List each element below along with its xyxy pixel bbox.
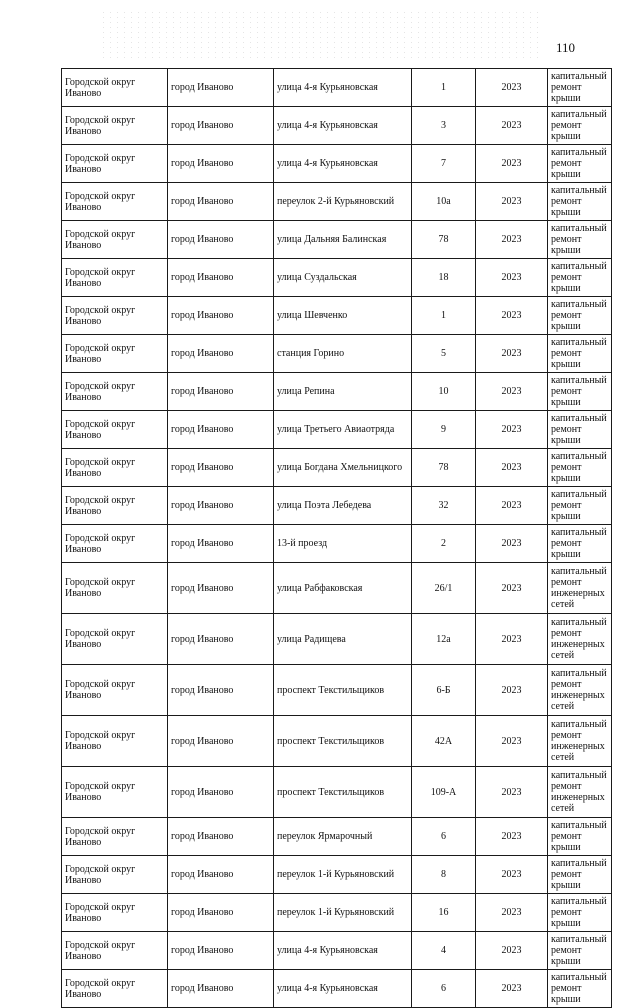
house-number-cell: 26/1 xyxy=(412,563,476,614)
work-type-cell: капитальный ремонт крыши xyxy=(548,145,612,183)
street-cell: переулок Ярмарочный xyxy=(274,818,412,856)
district-cell: Городской округ Иваново xyxy=(62,145,168,183)
district-cell: Городской округ Иваново xyxy=(62,767,168,818)
street-cell: улица Радищева xyxy=(274,614,412,665)
table-row xyxy=(62,614,612,665)
year-cell: 2023 xyxy=(476,69,548,107)
table-row xyxy=(62,449,612,487)
table-body xyxy=(62,69,612,1008)
work-type-cell: капитальный ремонт инженерных сетей xyxy=(548,665,612,716)
district-cell: Городской округ Иваново xyxy=(62,818,168,856)
work-type-cell: капитальный ремонт крыши xyxy=(548,487,612,525)
table-row xyxy=(62,183,612,221)
year-cell: 2023 xyxy=(476,259,548,297)
year-cell: 2023 xyxy=(476,614,548,665)
table-row xyxy=(62,665,612,716)
house-number-cell: 42А xyxy=(412,716,476,767)
city-cell: город Иваново xyxy=(168,449,274,487)
year-cell: 2023 xyxy=(476,335,548,373)
year-cell: 2023 xyxy=(476,373,548,411)
street-cell: улица Третьего Авиаотряда xyxy=(274,411,412,449)
city-cell: город Иваново xyxy=(168,563,274,614)
table-row xyxy=(62,221,612,259)
work-type-cell: капитальный ремонт крыши xyxy=(548,970,612,1008)
street-cell: улица Богдана Хмельницкого xyxy=(274,449,412,487)
house-number-cell: 12а xyxy=(412,614,476,665)
district-cell: Городской округ Иваново xyxy=(62,449,168,487)
district-cell: Городской округ Иваново xyxy=(62,259,168,297)
city-cell: город Иваново xyxy=(168,411,274,449)
city-cell: город Иваново xyxy=(168,335,274,373)
table-row xyxy=(62,297,612,335)
street-cell: улица Шевченко xyxy=(274,297,412,335)
work-type-cell: капитальный ремонт инженерных сетей xyxy=(548,563,612,614)
house-number-cell: 1 xyxy=(412,297,476,335)
table-row xyxy=(62,716,612,767)
house-number-cell: 2 xyxy=(412,525,476,563)
city-cell: город Иваново xyxy=(168,525,274,563)
street-cell: переулок 2-й Курьяновский xyxy=(274,183,412,221)
work-type-cell: капитальный ремонт крыши xyxy=(548,221,612,259)
street-cell: улица 4-я Курьяновская xyxy=(274,69,412,107)
street-cell: переулок 1-й Курьяновский xyxy=(274,856,412,894)
work-type-cell: капитальный ремонт крыши xyxy=(548,373,612,411)
work-type-cell: капитальный ремонт крыши xyxy=(548,856,612,894)
house-number-cell: 6-Б xyxy=(412,665,476,716)
district-cell: Городской округ Иваново xyxy=(62,970,168,1008)
year-cell: 2023 xyxy=(476,767,548,818)
city-cell: город Иваново xyxy=(168,970,274,1008)
district-cell: Городской округ Иваново xyxy=(62,614,168,665)
house-number-cell: 6 xyxy=(412,818,476,856)
table-row xyxy=(62,525,612,563)
city-cell: город Иваново xyxy=(168,373,274,411)
table-row xyxy=(62,373,612,411)
district-cell: Городской округ Иваново xyxy=(62,335,168,373)
house-number-cell: 4 xyxy=(412,932,476,970)
district-cell: Городской округ Иваново xyxy=(62,665,168,716)
work-type-cell: капитальный ремонт инженерных сетей xyxy=(548,614,612,665)
year-cell: 2023 xyxy=(476,665,548,716)
street-cell: улица Рабфаковская xyxy=(274,563,412,614)
house-number-cell: 16 xyxy=(412,894,476,932)
city-cell: город Иваново xyxy=(168,259,274,297)
house-number-cell: 78 xyxy=(412,449,476,487)
work-type-cell: капитальный ремонт крыши xyxy=(548,411,612,449)
city-cell: город Иваново xyxy=(168,716,274,767)
year-cell: 2023 xyxy=(476,297,548,335)
work-type-cell: капитальный ремонт крыши xyxy=(548,259,612,297)
table-row xyxy=(62,856,612,894)
year-cell: 2023 xyxy=(476,818,548,856)
year-cell: 2023 xyxy=(476,716,548,767)
street-cell: станция Горино xyxy=(274,335,412,373)
city-cell: город Иваново xyxy=(168,818,274,856)
city-cell: город Иваново xyxy=(168,69,274,107)
year-cell: 2023 xyxy=(476,449,548,487)
year-cell: 2023 xyxy=(476,525,548,563)
house-number-cell: 10а xyxy=(412,183,476,221)
page-number: 110 xyxy=(556,40,576,55)
district-cell: Городской округ Иваново xyxy=(62,373,168,411)
street-cell: улица Поэта Лебедева xyxy=(274,487,412,525)
work-type-cell: капитальный ремонт крыши xyxy=(548,297,612,335)
house-number-cell: 32 xyxy=(412,487,476,525)
district-cell: Городской округ Иваново xyxy=(62,563,168,614)
table-row xyxy=(62,145,612,183)
district-cell: Городской округ Иваново xyxy=(62,69,168,107)
table-row xyxy=(62,487,612,525)
city-cell: город Иваново xyxy=(168,614,274,665)
district-cell: Городской округ Иваново xyxy=(62,525,168,563)
year-cell: 2023 xyxy=(476,411,548,449)
district-cell: Городской округ Иваново xyxy=(62,894,168,932)
scan-noise xyxy=(100,10,540,60)
city-cell: город Иваново xyxy=(168,221,274,259)
city-cell: город Иваново xyxy=(168,297,274,335)
table-row xyxy=(62,411,612,449)
street-cell: улица 4-я Курьяновская xyxy=(274,145,412,183)
repair-schedule-table xyxy=(61,68,612,1008)
table-row xyxy=(62,970,612,1008)
work-type-cell: капитальный ремонт крыши xyxy=(548,107,612,145)
house-number-cell: 6 xyxy=(412,970,476,1008)
table-row xyxy=(62,335,612,373)
city-cell: город Иваново xyxy=(168,856,274,894)
street-cell: проспект Текстильщиков xyxy=(274,767,412,818)
year-cell: 2023 xyxy=(476,221,548,259)
work-type-cell: капитальный ремонт крыши xyxy=(548,335,612,373)
year-cell: 2023 xyxy=(476,107,548,145)
street-cell: улица Репина xyxy=(274,373,412,411)
house-number-cell: 18 xyxy=(412,259,476,297)
district-cell: Городской округ Иваново xyxy=(62,411,168,449)
table-row xyxy=(62,767,612,818)
street-cell: улица Дальняя Балинская xyxy=(274,221,412,259)
street-cell: проспект Текстильщиков xyxy=(274,665,412,716)
work-type-cell: капитальный ремонт крыши xyxy=(548,449,612,487)
table-row xyxy=(62,818,612,856)
city-cell: город Иваново xyxy=(168,107,274,145)
city-cell: город Иваново xyxy=(168,487,274,525)
street-cell: улица 4-я Курьяновская xyxy=(274,970,412,1008)
work-type-cell: капитальный ремонт крыши xyxy=(548,932,612,970)
district-cell: Городской округ Иваново xyxy=(62,487,168,525)
year-cell: 2023 xyxy=(476,563,548,614)
house-number-cell: 8 xyxy=(412,856,476,894)
house-number-cell: 1 xyxy=(412,69,476,107)
table-row xyxy=(62,932,612,970)
year-cell: 2023 xyxy=(476,894,548,932)
house-number-cell: 7 xyxy=(412,145,476,183)
house-number-cell: 78 xyxy=(412,221,476,259)
district-cell: Городской округ Иваново xyxy=(62,183,168,221)
work-type-cell: капитальный ремонт крыши xyxy=(548,69,612,107)
district-cell: Городской округ Иваново xyxy=(62,107,168,145)
district-cell: Городской округ Иваново xyxy=(62,932,168,970)
city-cell: город Иваново xyxy=(168,932,274,970)
table-row xyxy=(62,69,612,107)
house-number-cell: 3 xyxy=(412,107,476,145)
city-cell: город Иваново xyxy=(168,183,274,221)
year-cell: 2023 xyxy=(476,487,548,525)
city-cell: город Иваново xyxy=(168,767,274,818)
work-type-cell: капитальный ремонт инженерных сетей xyxy=(548,716,612,767)
house-number-cell: 5 xyxy=(412,335,476,373)
street-cell: проспект Текстильщиков xyxy=(274,716,412,767)
house-number-cell: 9 xyxy=(412,411,476,449)
district-cell: Городской округ Иваново xyxy=(62,297,168,335)
work-type-cell: капитальный ремонт крыши xyxy=(548,818,612,856)
year-cell: 2023 xyxy=(476,970,548,1008)
house-number-cell: 10 xyxy=(412,373,476,411)
year-cell: 2023 xyxy=(476,932,548,970)
street-cell: улица 4-я Курьяновская xyxy=(274,107,412,145)
street-cell: улица Суздальская xyxy=(274,259,412,297)
district-cell: Городской округ Иваново xyxy=(62,716,168,767)
street-cell: улица 4-я Курьяновская xyxy=(274,932,412,970)
year-cell: 2023 xyxy=(476,145,548,183)
district-cell: Городской округ Иваново xyxy=(62,221,168,259)
work-type-cell: капитальный ремонт крыши xyxy=(548,183,612,221)
work-type-cell: капитальный ремонт крыши xyxy=(548,525,612,563)
city-cell: город Иваново xyxy=(168,145,274,183)
year-cell: 2023 xyxy=(476,856,548,894)
city-cell: город Иваново xyxy=(168,894,274,932)
street-cell: переулок 1-й Курьяновский xyxy=(274,894,412,932)
work-type-cell: капитальный ремонт крыши xyxy=(548,894,612,932)
table-row xyxy=(62,563,612,614)
table-row xyxy=(62,894,612,932)
house-number-cell: 109-А xyxy=(412,767,476,818)
table-row xyxy=(62,259,612,297)
work-type-cell: капитальный ремонт инженерных сетей xyxy=(548,767,612,818)
table-row xyxy=(62,107,612,145)
district-cell: Городской округ Иваново xyxy=(62,856,168,894)
city-cell: город Иваново xyxy=(168,665,274,716)
street-cell: 13-й проезд xyxy=(274,525,412,563)
year-cell: 2023 xyxy=(476,183,548,221)
